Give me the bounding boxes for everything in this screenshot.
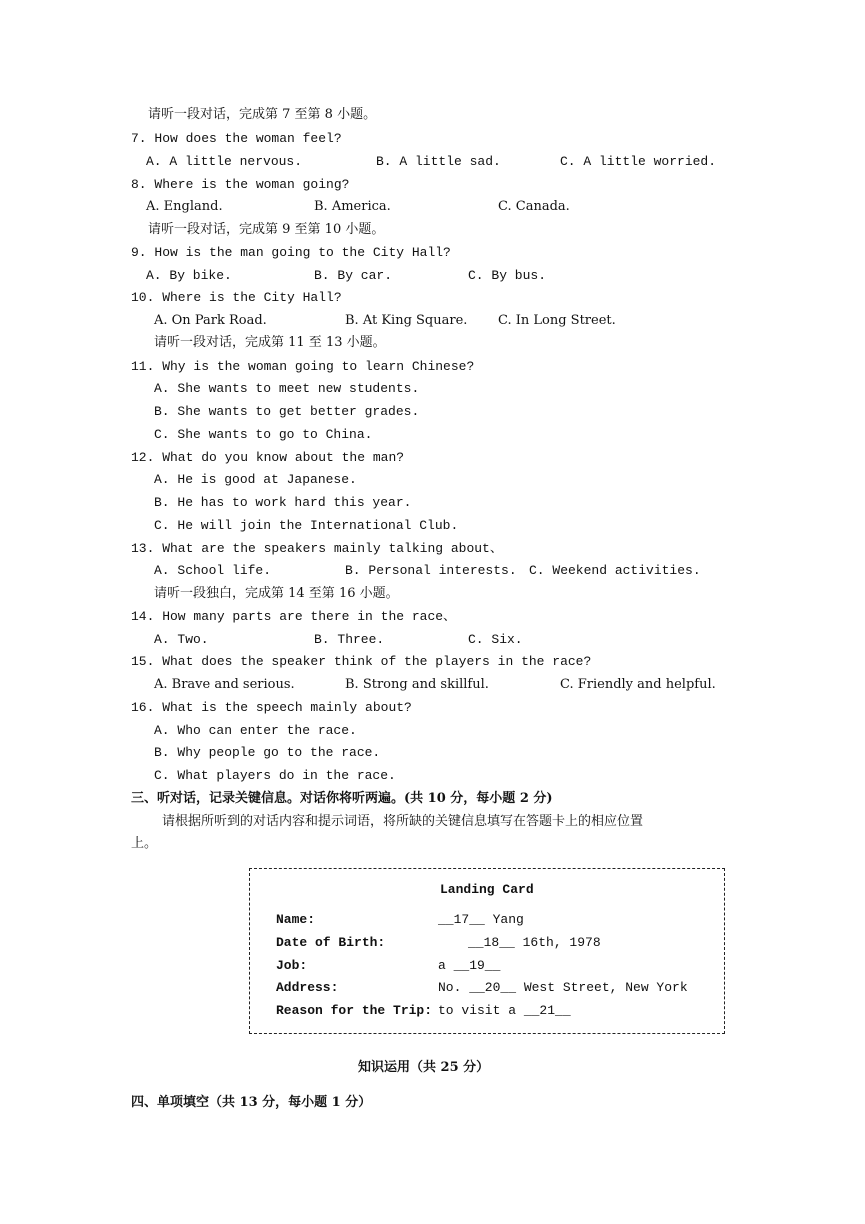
card-value-address: No. __20__ West Street, New York — [438, 980, 688, 995]
part-heading: 知识运用（共 25 分） — [358, 1060, 490, 1075]
landing-card — [249, 868, 725, 1034]
question-9: 9. How is the man going to the City Hall? — [131, 245, 451, 260]
q12-option-c: C. He will join the International Club. — [154, 518, 459, 533]
q8-option-c: C. Canada. — [498, 199, 570, 214]
card-value-reason: to visit a __21__ — [438, 1003, 571, 1018]
instruction-7-8: 请听一段对话，完成第 7 至第 8 小题。 — [148, 107, 377, 122]
question-13: 13. What are the speakers mainly talking about、 — [131, 541, 503, 556]
q16-option-a: A. Who can enter the race. — [154, 723, 357, 738]
section-3-instruction: 请根据所听到的对话内容和提示词语，将所缺的关键信息填写在答题卡上的相应位置 — [162, 814, 644, 829]
card-value-name: __17__ Yang — [438, 912, 524, 927]
q9-option-a: A. By bike. — [146, 268, 232, 283]
q11-option-b: B. She wants to get better grades. — [154, 404, 420, 419]
q12-option-b: B. He has to work hard this year. — [154, 495, 412, 510]
question-10: 10. Where is the City Hall? — [131, 290, 342, 305]
section-3-instruction-cont: 上。 — [131, 836, 158, 851]
q10-option-b: B. At King Square. — [345, 313, 468, 328]
q7-option-a: A. A little nervous. — [146, 154, 303, 169]
question-7: 7. How does the woman feel? — [131, 131, 342, 146]
q7-option-b: B. A little sad. — [376, 154, 501, 169]
question-11: 11. Why is the woman going to learn Chinese? — [131, 359, 475, 374]
section-3-heading: 三、听对话，记录关键信息。对话你将听两遍。(共 10 分，每小题 2 分) — [131, 791, 553, 806]
card-label-reason: Reason for the Trip: — [276, 1003, 433, 1018]
q14-option-b: B. Three. — [314, 632, 385, 647]
question-12: 12. What do you know about the man? — [131, 450, 405, 465]
q8-option-b: B. America. — [314, 199, 391, 214]
q8-option-a: A. England. — [146, 199, 223, 214]
question-16: 16. What is the speech mainly about? — [131, 700, 412, 715]
q14-option-a: A. Two. — [154, 632, 209, 647]
card-label-name: Name: — [276, 912, 316, 927]
question-8: 8. Where is the woman going? — [131, 177, 350, 192]
q14-option-c: C. Six. — [468, 632, 523, 647]
card-value-job: a __19__ — [438, 958, 501, 973]
card-label-address: Address: — [276, 980, 339, 995]
q11-option-a: A. She wants to meet new students. — [154, 381, 420, 396]
instruction-9-10: 请听一段对话，完成第 9 至第 10 小题。 — [148, 222, 385, 237]
card-label-job: Job: — [276, 958, 308, 973]
instruction-11-13: 请听一段对话，完成第 11 至 13 小题。 — [154, 335, 386, 350]
section-4-heading: 四、单项填空（共 13 分，每小题 1 分） — [131, 1095, 372, 1110]
q7-option-c: C. A little worried. — [560, 154, 717, 169]
q15-option-a: A. Brave and serious. — [154, 677, 295, 692]
q16-option-c: C. What players do in the race. — [154, 768, 396, 783]
q13-option-c: C. Weekend activities. — [529, 563, 701, 578]
card-value-dob: __18__ 16th, 1978 — [468, 935, 601, 950]
instruction-14-16: 请听一段独白，完成第 14 至第 16 小题。 — [154, 586, 399, 601]
question-15: 15. What does the speaker think of the players in the race? — [131, 654, 592, 669]
q10-option-c: C. In Long Street. — [498, 313, 616, 328]
q13-option-b: B. Personal interests. — [345, 563, 517, 578]
question-14: 14. How many parts are there in the race、 — [131, 609, 457, 624]
card-label-dob: Date of Birth: — [276, 935, 386, 950]
q13-option-a: A. School life. — [154, 563, 272, 578]
q15-option-b: B. Strong and skillful. — [345, 677, 489, 692]
q11-option-c: C. She wants to go to China. — [154, 427, 373, 442]
landing-card-title: Landing Card — [440, 882, 534, 897]
q9-option-b: B. By car. — [314, 268, 393, 283]
q10-option-a: A. On Park Road. — [154, 313, 267, 328]
q15-option-c: C. Friendly and helpful. — [560, 677, 716, 692]
q9-option-c: C. By bus. — [468, 268, 547, 283]
q12-option-a: A. He is good at Japanese. — [154, 472, 357, 487]
q16-option-b: B. Why people go to the race. — [154, 745, 381, 760]
